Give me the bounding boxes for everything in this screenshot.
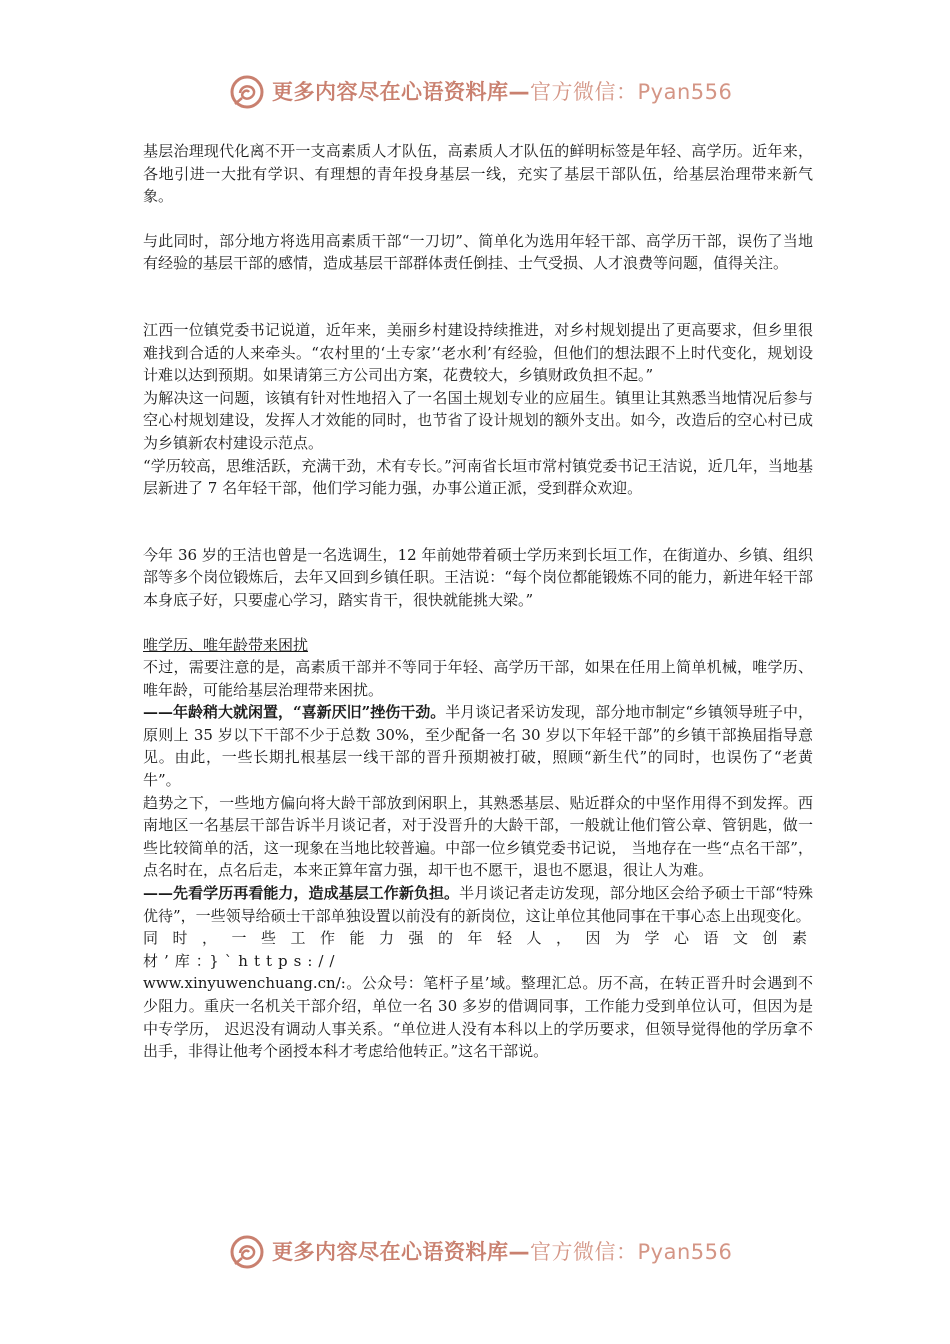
paragraph: 今年 36 岁的王洁也曾是一名选调生，12 年前她带着硕士学历来到长垣工作，在街道办、乡镇、组织部等多个岗位锻炼后，去年又回到乡镇任职。王洁说：“每个岗位都能锻炼不同的能力，新进年轻干部本身底子好，只要虚心学习，踏实肯干，很快就能挑大梁。”	[143, 545, 813, 609]
header-watermark-banner	[0, 74, 950, 114]
banner-text: 更多内容尽在心语资料库—官方微信：Pyan556	[272, 1240, 733, 1264]
rose-logo-icon	[229, 1234, 265, 1270]
bold-lead: ——先看学历再看能力，造成基层工作新负担。	[143, 884, 460, 903]
bold-lead: ——年龄稍大就闲置，“喜新厌旧”挫伤干劲。	[143, 703, 446, 722]
article-body	[143, 140, 813, 1063]
paragraph: 江西一位镇党委书记说道，近年来，美丽乡村建设持续推进，对乡村规划提出了更高要求，但乡里很难找到合适的人来牵头。“农村里的‘土专家’‘老水利’有经验，但他们的想法跟不上时代变化，规划设计难以达到预期。如果请第三方公司出方案，花费较大，乡镇财政负担不起。”	[143, 320, 813, 385]
rose-logo-icon	[229, 74, 265, 110]
paragraph: 不过，需要注意的是，高素质干部并不等同于年轻、高学历干部，如果在任用上简单机械，唯学历、唯年龄，可能给基层治理带来困扰。	[143, 658, 813, 699]
paragraph: 与此同时，部分地方将选用高素质干部“一刀切”、简单化为选用年轻干部、高学历干部，误伤了当地有经验的基层干部的感情，造成基层干部群体责任倒挂、士气受损、人才浪费等问题，值得关注。	[143, 231, 813, 273]
paragraph: 为解决这一问题，该镇有针对性地招入了一名国土规划专业的应届生。镇里让其熟悉当地情况后参与空心村规划建设，发挥人才效能的同时，也节省了设计规划的额外支出。如今，改造后的空心村已成为乡镇新农村建设示范点。	[143, 388, 813, 452]
paragraph: 同时，一些工作能力强的年轻人，因为学心语文创素材’库：}`https:// www.xinyuwenchuang.cn/:。公众号：笔杆子星’域。整理汇总。历不高，在转正晋升时会遇到不少阻力。重庆一名机关干部介绍，单位一名 30 多岁的借调同事，工作能力受到单位认可，但因为是中专学历， 迟迟没有调动人事关系。“单位进人没有本科以上的学历要求，但领导觉得他的学历拿不出手，非得让他考个函授本科才考虑给他转正。”这名干部说。	[143, 929, 813, 1061]
paragraph: 基层治理现代化离不开一支高素质人才队伍，高素质人才队伍的鲜明标签是年轻、高学历。近年来，各地引进一大批有学识、有理想的青年投身基层一线，充实了基层干部队伍，给基层治理带来新气象。	[143, 142, 813, 206]
footer-watermark-banner	[0, 1234, 950, 1274]
paragraph: ——先看学历再看能力，造成基层工作新负担。半月谈记者走访发现，部分地区会给予硕士干部“特殊优待”，一些领导给硕士干部单独设置以前没有的新岗位，这让单位其他同事在干事心态上出现变化。	[143, 884, 813, 925]
banner-text: 更多内容尽在心语资料库—官方微信：Pyan556	[272, 80, 733, 104]
paragraph: ——年龄稍大就闲置，“喜新厌旧”挫伤干劲。半月谈记者采访发现，部分地市制定“乡镇领导班子中，原则上 35 岁以下干部不少于总数 30%，至少配备一名 30 岁以下年轻干部”的乡镇干部换届指导意见。由此，一些长期扎根基层一线干部的晋升预期被打破，照顾“新生代”的同时，也误伤了“老黄牛”。	[143, 703, 814, 790]
paragraph: 趋势之下，一些地方偏向将大龄干部放到闲职上，其熟悉基层、贴近群众的中坚作用得不到发挥。西南地区一名基层干部告诉半月谈记者，对于没晋升的大龄干部，一般就让他们管公章、管钥匙，做一些比较简单的活，这一现象在当地比较普遍。中部一位乡镇党委书记说， 当地存在一些“点名干部”，点名时在，点名后走，本来正算年富力强，却干也不愿干，退也不愿退，很让人为难。	[143, 793, 813, 880]
paragraph: “学历较高，思维活跃，充满干劲，术有专长。”河南省长垣市常村镇党委书记王洁说，近几年，当地基层新进了 7 名年轻干部，他们学习能力强，办事公道正派，受到群众欢迎。	[143, 456, 813, 498]
section-heading: 唯学历、唯年龄带来困扰	[143, 635, 309, 654]
